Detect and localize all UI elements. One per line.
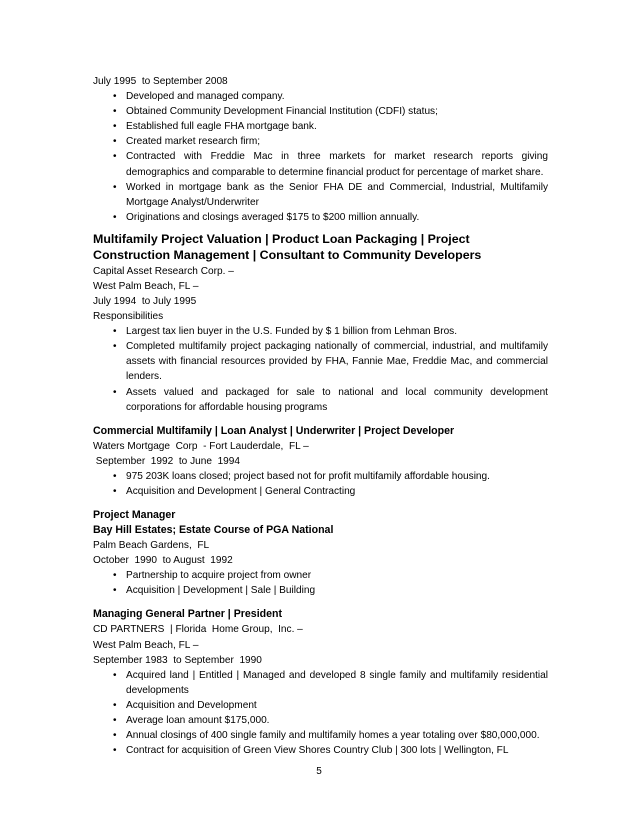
list-item: • 975 203K loans closed; project based not for profit multifamily affordable housing. [93,469,548,484]
company-line: Waters Mortgage Corp - Fort Lauderdale, FL – [93,440,309,452]
bullet-list [93,668,548,759]
experience-block-cd-partners [93,607,548,758]
location-line: West Palm Beach, FL – [93,280,199,292]
section-title: Project Manager [93,509,176,522]
list-item: • Partnership to acquire project from owner [93,568,548,583]
list-item: • Obtained Community Development Financial Institution (CDFI) status; [93,104,548,119]
list-item: • Average loan amount $175,000. [93,713,548,728]
list-item: • Developed and managed company. [93,89,548,104]
experience-block-waters-mortgage [93,424,548,499]
list-item: • Created market research firm; [93,134,548,149]
company-line: Capital Asset Research Corp. – [93,265,234,277]
location-line: Palm Beach Gardens, FL [93,540,210,552]
bullet-list [93,324,548,415]
list-item: • Established full eagle FHA mortgage bank. [93,119,548,134]
date-range: July 1995 to September 2008 [93,76,228,87]
list-item: • Assets valued and packaged for sale to national and local community development corporations for affordable housing programs [93,385,548,415]
experience-block-1995 [93,74,548,225]
location-line: West Palm Beach, FL – [93,639,199,651]
resume-body [93,74,548,758]
bullet-list [93,469,548,499]
bullet-list [93,568,548,598]
list-item: • Worked in mortgage bank as the Senior FHA DE and Commercial, Industrial, Multifamily Mortgage Analyst/Underwriter [93,180,548,210]
list-item: • Largest tax lien buyer in the U.S. Funded by $ 1 billion from Lehman Bros. [93,324,548,339]
responsibilities-label: Responsibilities [93,311,164,323]
experience-block-capital-asset [93,231,548,415]
date-range: October 1990 to August 1992 [93,555,233,567]
list-item: • Acquired land | Entitled | Managed and developed 8 single family and multifamily residential developments [93,668,548,698]
section-title: Commercial Multifamily | Loan Analyst | Underwriter | Project Developer [93,424,455,437]
list-item: • Contracted with Freddie Mac in three markets for market research reports giving demographics and comparable to determine financial product for percentage of market share. [93,149,548,179]
project-name: Bay Hill Estates; Estate Course of PGA National [93,524,334,537]
date-range: July 1994 to July 1995 [93,295,197,307]
section-title: Managing General Partner | President [93,608,282,621]
company-line: CD PARTNERS | Florida Home Group, Inc. – [93,624,303,636]
list-item: • Acquisition and Development [93,698,548,713]
list-item: • Contract for acquisition of Green View Shores Country Club | 300 lots | Wellington, FL [93,743,548,758]
list-item: • Originations and closings averaged $175 to $200 million annually. [93,210,548,225]
list-item: • Completed multifamily project packaging nationally of commercial, industrial, and multifamily assets with financial resources provided by FHA, Fannie Mae, Freddie Mac, and commercial lenders. [93,339,548,384]
list-item: • Acquisition | Development | Sale | Building [93,583,548,598]
experience-block-bay-hill [93,508,548,598]
date-range: September 1992 to June 1994 [93,455,241,467]
page-number: 5 [316,766,322,777]
list-item: • Annual closings of 400 single family and multifamily homes a year totaling over $80,000,000. [93,728,548,743]
section-title: Multifamily Project Valuation | Product Loan Packaging | Project Construction Management | Consultant to Community Developers [93,231,482,263]
list-item: • Acquisition and Development | General Contracting [93,484,548,499]
date-range: September 1983 to September 1990 [93,654,262,666]
bullet-list [93,89,548,225]
